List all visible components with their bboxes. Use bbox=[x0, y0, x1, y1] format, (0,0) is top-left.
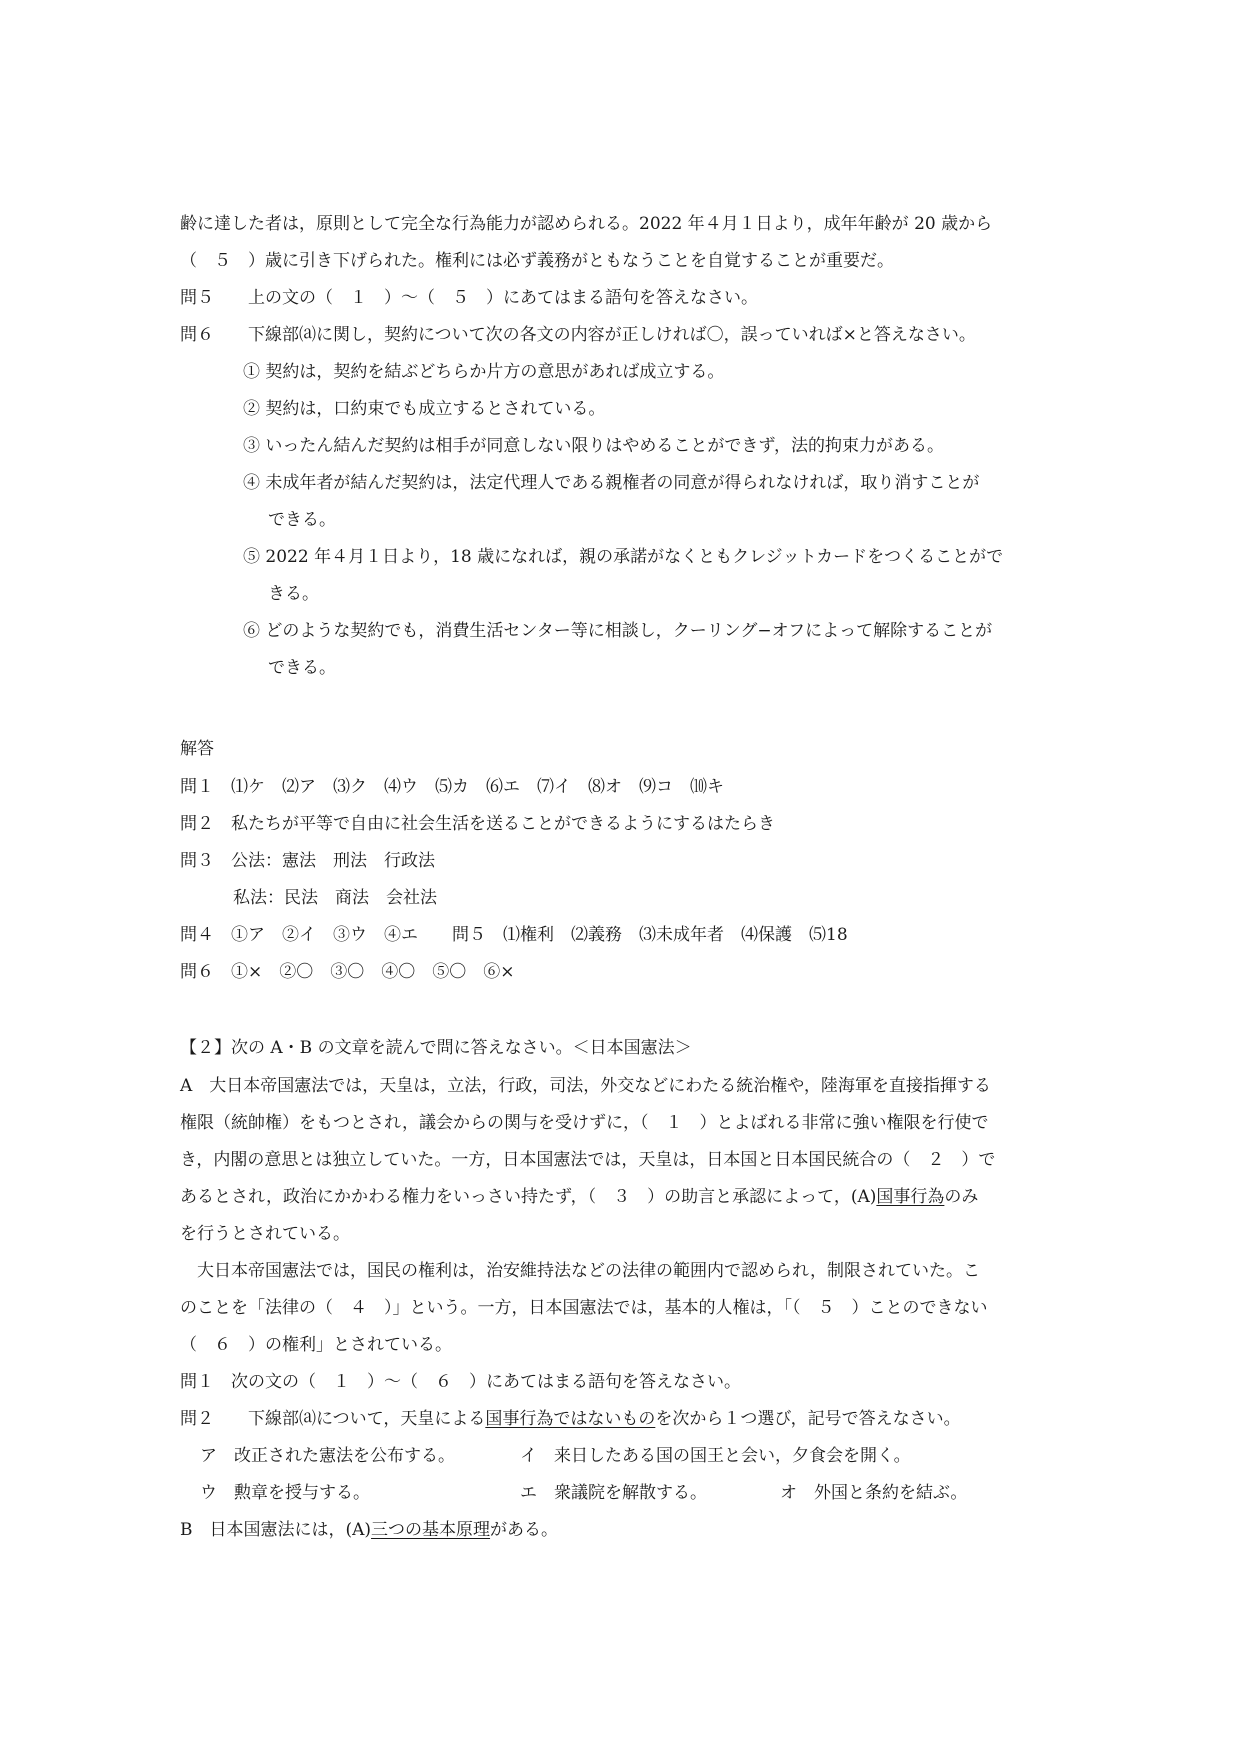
statement-4-cont: できる。 bbox=[268, 510, 336, 530]
passage-a2-line: （ ６ ）の権利」とされている。 bbox=[180, 1335, 452, 1355]
passage-a-line bbox=[180, 1185, 978, 1209]
question-6: 問６ 下線部⒜に関し，契約について次の各文の内容が正しければ〇，誤っていれば×と答えなさい。 bbox=[180, 325, 976, 345]
passage-a2-line: のことを「法律の（ ４ ）」という。一方，日本国憲法では，基本的人権は，「（ ５ ）ことのできない bbox=[180, 1298, 988, 1318]
answer-1: 問１ ⑴ケ ⑵ア ⑶ク ⑷ウ ⑸カ ⑹エ ⑺イ ⑻オ ⑼コ ⑽キ bbox=[180, 777, 724, 797]
option-a: ア 改正された憲法を公布する。 bbox=[200, 1446, 455, 1466]
passage-a-line: を行うとされている。 bbox=[180, 1224, 350, 1244]
text-segment: B 日本国憲法には，(A) bbox=[180, 1520, 372, 1540]
statement-2: ② 契約は，口約束でも成立するとされている。 bbox=[243, 399, 606, 419]
passage-a2-line: 大日本帝国憲法では，国民の権利は，治安維持法などの法律の範囲内で認められ，制限されていた。こ bbox=[180, 1261, 981, 1281]
text-segment: を次から１つ選び，記号で答えなさい。 bbox=[655, 1409, 961, 1429]
passage-a-line: き，内閣の意思とは独立していた。一方，日本国憲法では，天皇は，日本国と日本国民統合の（ ２ ）で bbox=[180, 1150, 996, 1170]
statement-5-cont: きる。 bbox=[268, 584, 319, 604]
option-i: イ 来日したある国の国王と会い，夕食会を開く。 bbox=[520, 1446, 911, 1466]
underlined-term: 国事行為ではないもの bbox=[485, 1409, 656, 1429]
statement-4: ④ 未成年者が結んだ契約は，法定代理人である親権者の同意が得られなければ，取り消すことが bbox=[243, 473, 980, 493]
option-u: ウ 勲章を授与する。 bbox=[200, 1483, 370, 1503]
passage-a-line: A 大日本帝国憲法では，天皇は，立法，行政，司法，外交などにわたる統治権や，陸海軍を直接指揮する bbox=[180, 1076, 991, 1096]
paragraph-line: （ ５ ）歳に引き下げられた。権利には必ず義務がともなうことを自覚することが重要だ。 bbox=[180, 251, 894, 271]
answer-6: 問６ ①× ②〇 ③〇 ④〇 ⑤〇 ⑥× bbox=[180, 962, 515, 982]
option-e: エ 衆議院を解散する。 bbox=[520, 1483, 707, 1503]
section-2-question-1: 問１ 次の文の（ １ ）～（ ６ ）にあてはまる語句を答えなさい。 bbox=[180, 1372, 741, 1392]
section-2-heading: 【２】次の A・B の文章を読んで問に答えなさい。＜日本国憲法＞ bbox=[180, 1038, 692, 1058]
question-5: 問５ 上の文の（ １ ）～（ ５ ）にあてはまる語句を答えなさい。 bbox=[180, 288, 758, 308]
passage-b-line bbox=[180, 1518, 558, 1542]
statement-5: ⑤ 2022 年４月１日より，18 歳になれば，親の承諾がなくともクレジットカードをつくることがで bbox=[243, 547, 1004, 567]
text-segment: がある。 bbox=[490, 1520, 559, 1540]
underlined-term: 国事行為 bbox=[876, 1187, 945, 1207]
answer-3-private-law: 私法：民法 商法 会社法 bbox=[233, 888, 437, 908]
statement-6-cont: できる。 bbox=[268, 658, 336, 678]
answer-3: 問３ 公法：憲法 刑法 行政法 bbox=[180, 851, 435, 871]
answer-2: 問２ 私たちが平等で自由に社会生活を送ることができるようにするはたらき bbox=[180, 814, 775, 834]
section-2-question-2 bbox=[180, 1407, 961, 1431]
passage-a-line: 権限（統帥権）をもつとされ，議会からの関与を受けずに，（ １ ）とよばれる非常に強い権限を行使で bbox=[180, 1113, 989, 1133]
underlined-term: 三つの基本原理 bbox=[371, 1520, 491, 1540]
text-segment: あるとされ，政治にかかわる権力をいっさい持たず，（ ３ ）の助言と承認によって，(A) bbox=[180, 1187, 877, 1207]
answers-heading: 解答 bbox=[180, 739, 214, 759]
statement-3: ③ いったん結んだ契約は相手が同意しない限りはやめることができず，法的拘束力がある。 bbox=[243, 436, 945, 456]
text-segment: 問２ 下線部⒜について，天皇による bbox=[180, 1409, 486, 1429]
answer-4-5: 問４ ①ア ②イ ③ウ ④エ 問５ ⑴権利 ⑵義務 ⑶未成年者 ⑷保護 ⑸18 bbox=[180, 925, 848, 945]
statement-1: ① 契約は，契約を結ぶどちらか片方の意思があれば成立する。 bbox=[243, 362, 725, 382]
paragraph-line: 齢に達した者は，原則として完全な行為能力が認められる。2022 年４月１日より，成年年齢が 20 歳から bbox=[180, 214, 993, 234]
statement-6: ⑥ どのような契約でも，消費生活センター等に相談し，クーリング−オフによって解除することが bbox=[243, 621, 993, 641]
text-segment: のみ bbox=[944, 1187, 979, 1207]
option-o: オ 外国と条約を結ぶ。 bbox=[780, 1483, 968, 1503]
